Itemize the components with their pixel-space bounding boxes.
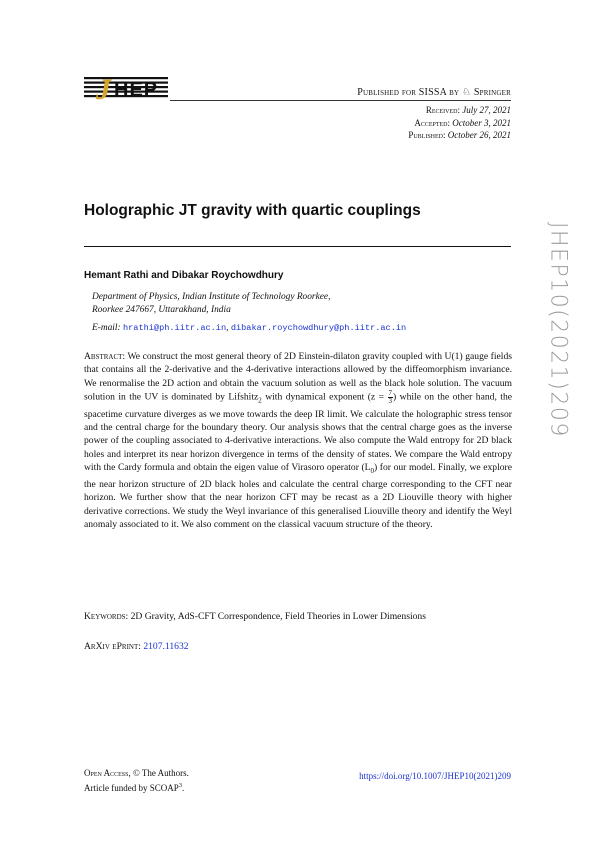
arxiv-link[interactable]: 2107.11632 bbox=[143, 641, 189, 652]
header-rule bbox=[170, 100, 511, 101]
springer-horse-icon: ♘ bbox=[462, 87, 472, 98]
footer-license: Open Access, © The Authors. Article funded by SCOAP$^3$. bbox=[84, 768, 189, 793]
accepted-date: October 3, 2021 bbox=[452, 117, 511, 128]
jhep-logo bbox=[84, 73, 170, 107]
email-line: E-mail: hrathi@ph.iitr.ac.in, dibakar.roychowdhury@ph.iitr.ac.in bbox=[92, 323, 407, 333]
abstract-label: Abstract: bbox=[84, 351, 126, 362]
email-link-1[interactable]: hrathi@ph.iitr.ac.in bbox=[122, 323, 227, 333]
arxiv-eprint: ArXiv ePrint: 2107.11632 bbox=[84, 641, 189, 652]
keywords: Keywords: 2D Gravity, AdS-CFT Correspondence, Field Theories in Lower Dimensions bbox=[84, 611, 426, 622]
paper-title: Holographic JT gravity with quartic couplings bbox=[84, 202, 421, 219]
authors: Hemant Rathi and Dibakar Roychowdhury bbox=[84, 270, 284, 281]
doi-link[interactable]: https://doi.org/10.1007/JHEP10(2021)209 bbox=[359, 771, 511, 781]
affiliation: Department of Physics, Indian Institute of Technology Roorkee, Roorkee 247667, Uttarakhand, India bbox=[92, 292, 331, 315]
abstract: Abstract: We construct the most general theory of 2D Einstein-dilaton gravity coupled with U(1) gauge fields that contains all the 2-derivative and the 4-derivative interactions allowed by the diffeomorphism invariance. We renormalise the 2D action and obtain the vacuum solution as well as the black hole solution. The vacuum solution in the UV is dominated by Lifshitz$_2$ with dynamical exponent (z = $\frac{7}{3}$ ) while on the other hand, the spacetime curvature diverges as we move towards the deep IR limit. We calculate the holographic stress tensor and the central charge for the boundary theory. Our analysis shows that the central charge goes as the inverse power of the coupling associated to 4-derivative interactions. We also compute the Wald entropy for 2D black holes and interpret its near horizon divergence in terms of the density of states. We compare the Wald entropy with the Cardy formula and obtain the eigen value of Virasoro operator $(L_0)$ for our model. Finally, we explore the near horizon structure of 2D black holes and calculate the central charge corresponding to the CFT near horizon. We further show that the near horizon CFT may be recast as a 2D Liouville theory with higher derivative corrections. We study the Weyl invariance of this generalised Liouville theory and identify the Weyl anomaly associated to it. We also comment on the classical vacuum structure of the theory. bbox=[84, 351, 513, 531]
email-link-2[interactable]: dibakar.roychowdhury@ph.iitr.ac.in bbox=[230, 323, 407, 333]
title-rule bbox=[84, 246, 511, 247]
published-line bbox=[357, 87, 511, 98]
published-prefix: Published for SISSA by bbox=[357, 87, 460, 98]
publication-dates: Received: July 27, 2021 Accepted: October 3, 2021 Published: October 26, 2021 bbox=[408, 105, 511, 140]
svg-text:J: J bbox=[96, 73, 111, 106]
svg-text:HEP: HEP bbox=[114, 79, 159, 101]
sidebar-article-id: JHEP10(2021)209 bbox=[545, 222, 571, 438]
published-date: October 26, 2021 bbox=[447, 130, 511, 140]
received-date: July 27, 2021 bbox=[462, 105, 511, 115]
publisher-name: Springer bbox=[473, 87, 511, 98]
